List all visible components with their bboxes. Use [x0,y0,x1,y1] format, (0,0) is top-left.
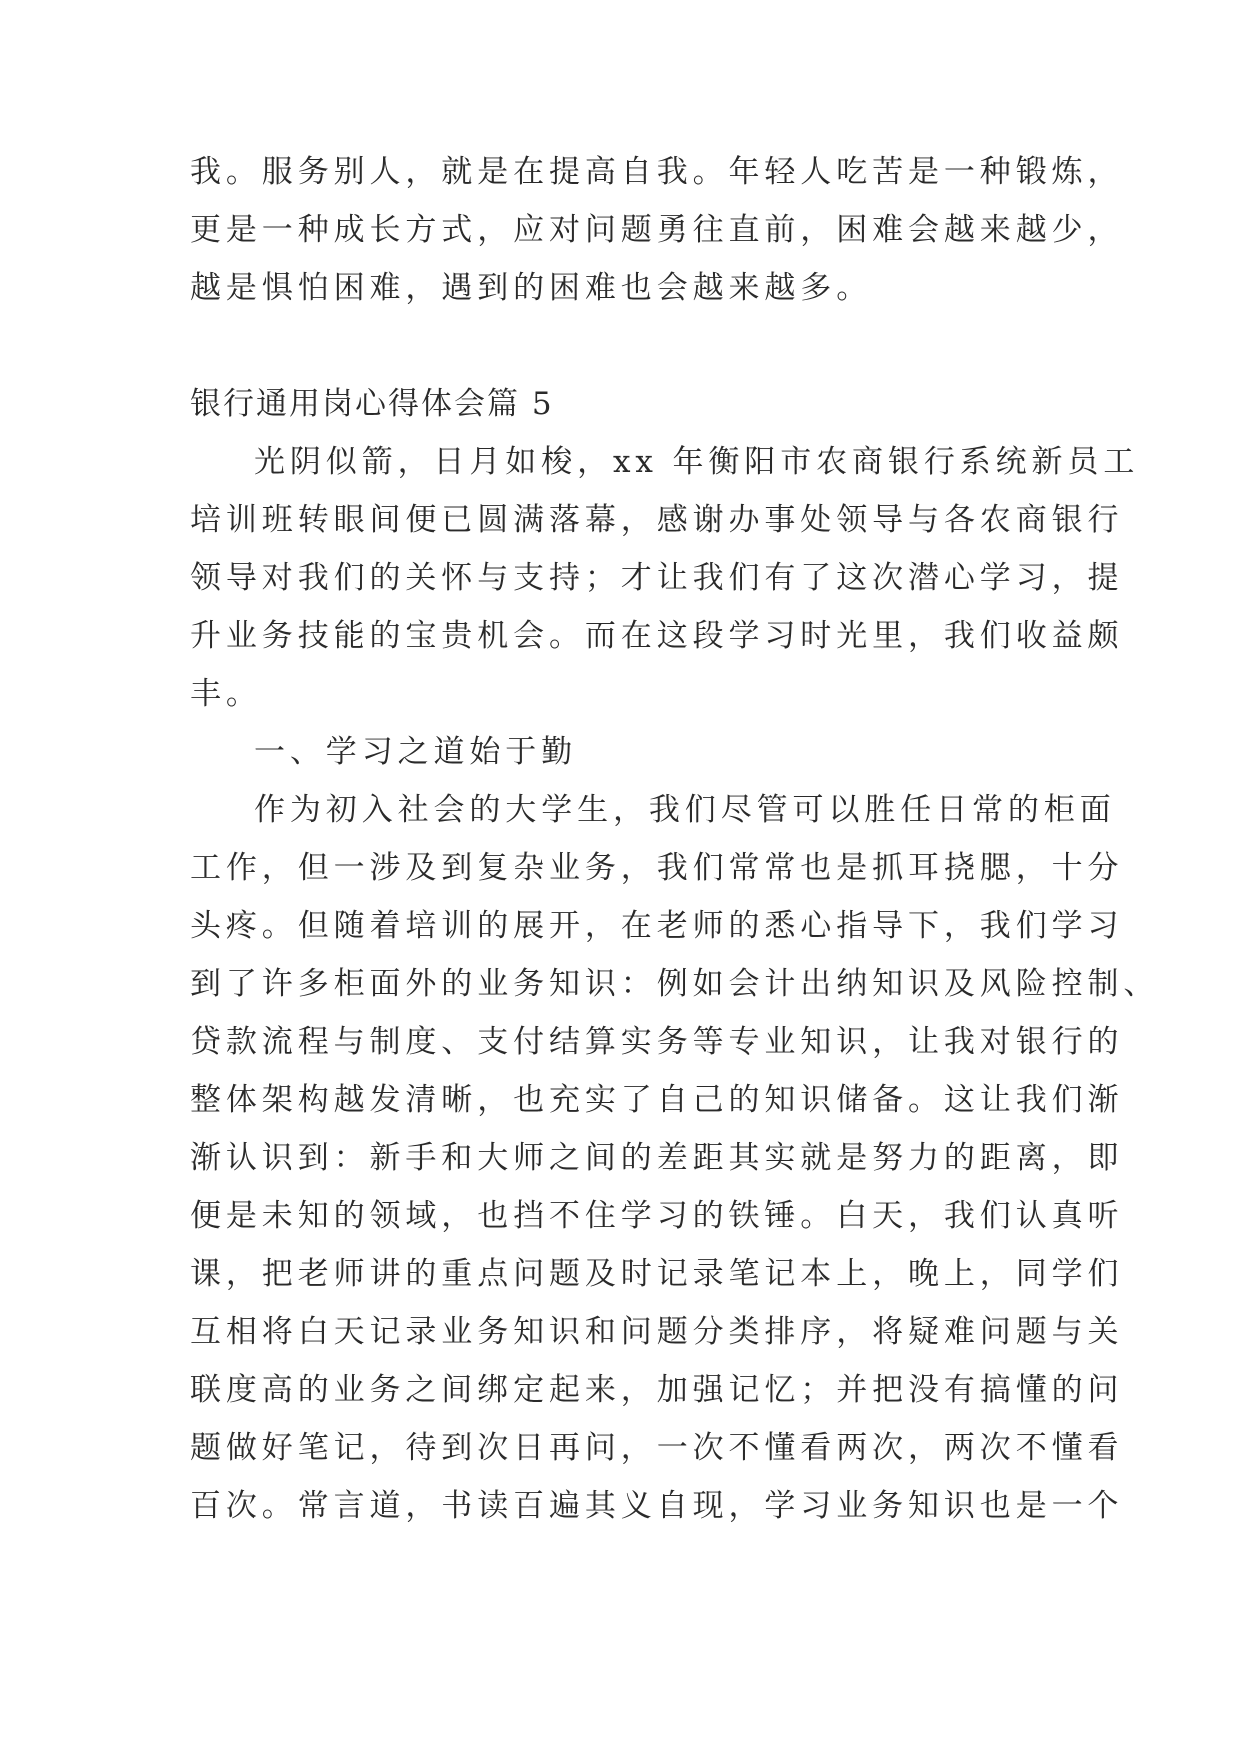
paragraph-line: 百次。常言道，书读百遍其义自现，学习业务知识也是一个 [190,1488,1124,1524]
paragraph-line: 互相将白天记录业务知识和问题分类排序，将疑难问题与关 [190,1314,1124,1350]
paragraph-line: 更是一种成长方式，应对问题勇往直前，困难会越来越少， [190,212,1124,248]
paragraph-line: 到了许多柜面外的业务知识：例如会计出纳知识及风险控制、 [190,966,1160,1002]
paragraph-line: 我。服务别人，就是在提高自我。年轻人吃苦是一种锻炼， [190,154,1124,190]
paragraph-line: 整体架构越发清晰，也充实了自己的知识储备。这让我们渐 [190,1082,1124,1118]
paragraph-line: 丰。 [190,676,262,712]
paragraph-line: 越是惧怕困难，遇到的困难也会越来越多。 [190,270,873,306]
paragraph-line: 题做好笔记，待到次日再问，一次不懂看两次，两次不懂看 [190,1430,1124,1466]
paragraph-line: 联度高的业务之间绑定起来，加强记忆；并把没有搞懂的问 [190,1372,1124,1408]
paragraph-line: 光阴似箭，日月如梭，xx 年衡阳市农商银行系统新员工 [254,444,1140,480]
paragraph-line: 工作，但一涉及到复杂业务，我们常常也是抓耳挠腮，十分 [190,850,1124,886]
paragraph-line: 领导对我们的关怀与支持；才让我们有了这次潜心学习，提 [190,560,1124,596]
paragraph-line: 培训班转眼间便已圆满落幕，感谢办事处领导与各农商银行 [190,502,1124,538]
paragraph-line: 作为初入社会的大学生，我们尽管可以胜任日常的柜面 [254,792,1116,828]
paragraph-line: 课，把老师讲的重点问题及时记录笔记本上，晚上，同学们 [190,1256,1124,1292]
paragraph-line: 便是未知的领域，也挡不住学习的铁锤。白天，我们认真听 [190,1198,1124,1234]
subsection-heading: 一、学习之道始于勤 [254,734,578,770]
paragraph-line: 升业务技能的宝贵机会。而在这段学习时光里，我们收益颇 [190,618,1124,654]
section-heading: 银行通用岗心得体会篇 5 [190,386,554,422]
paragraph-line: 贷款流程与制度、支付结算实务等专业知识，让我对银行的 [190,1024,1124,1060]
paragraph-line: 渐认识到：新手和大师之间的差距其实就是努力的距离，即 [190,1140,1124,1176]
paragraph-line: 头疼。但随着培训的展开，在老师的悉心指导下，我们学习 [190,908,1124,944]
